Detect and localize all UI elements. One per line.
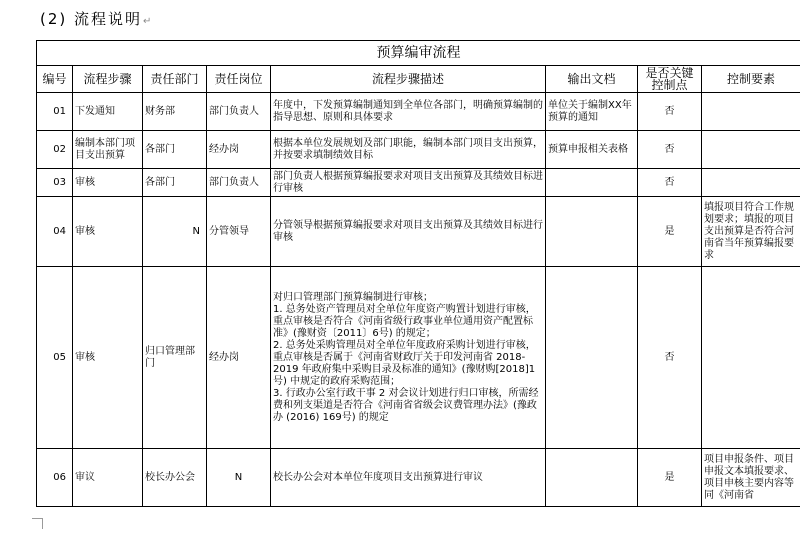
description-line: 根据本单位发展规划及部门职能，编制本部门项目支出预算，并按要求填制绩效目标 <box>273 137 543 161</box>
step-name: 审核 <box>73 169 143 197</box>
row-id: 06 <box>37 449 73 507</box>
output-document <box>546 449 638 507</box>
control-elements: 填报项目符合工作规划要求；填报的项目支出预算是否符合河南省当年预算编报要求 <box>702 197 800 267</box>
table-row <box>37 131 800 169</box>
responsible-post: 部门负责人 <box>207 169 271 197</box>
key-control-flag: 否 <box>638 93 702 131</box>
column-header: 责任部门 <box>143 66 207 93</box>
row-id: 03 <box>37 169 73 197</box>
description-line: 3. 行政办公室行政干事 2 对会议计划进行归口审核，所需经费和列支渠道是否符合《河南省省级会议费管理办法》(豫政办 (2016) 169号) 的规定 <box>273 387 539 423</box>
section-heading <box>40 8 153 29</box>
control-elements <box>702 169 800 197</box>
description-line: 年度中，下发预算编制通知到全单位各部门，明确预算编制的指导思想、原则和具体要求 <box>273 99 543 123</box>
responsible-post: N <box>207 449 271 507</box>
control-elements <box>702 131 800 169</box>
responsible-dept: 财务部 <box>143 93 207 131</box>
description-line: 校长办公会对本单位年度项目支出预算进行审议 <box>273 471 483 483</box>
key-control-flag: 是 <box>638 449 702 507</box>
key-control-flag: 否 <box>638 267 702 449</box>
column-header: 是否关键控制点 <box>638 66 702 93</box>
output-document: 单位关于编制XX年预算的通知 <box>546 93 638 131</box>
column-header: 控制要素 <box>702 66 800 93</box>
table-row <box>37 169 800 197</box>
output-document: 预算申报相关表格 <box>546 131 638 169</box>
description-line: 2. 总务处采购管理员对全单位年度政府采购计划进行审核，重点审核是否属于《河南省财政厅关于印发河南省 2018-2019 年政府集中采购目录及标准的通知》(豫财购[2018]1号) 中规定的政府采购范围； <box>273 339 536 387</box>
row-id: 02 <box>37 131 73 169</box>
responsible-post: 经办岗 <box>207 131 271 169</box>
table-row <box>37 197 800 267</box>
responsible-dept: 各部门 <box>143 169 207 197</box>
step-description <box>271 93 546 131</box>
responsible-post: 部门负责人 <box>207 93 271 131</box>
paragraph-mark: ↵ <box>143 16 154 27</box>
table-row <box>37 449 800 507</box>
responsible-dept: N <box>143 197 207 267</box>
description-line: 部门负责人根据预算编报要求对项目支出预算及其绩效目标进行审核 <box>273 170 543 194</box>
column-header: 责任岗位 <box>207 66 271 93</box>
control-elements <box>702 267 800 449</box>
responsible-post: 经办岗 <box>207 267 271 449</box>
control-elements <box>702 93 800 131</box>
step-description <box>271 197 546 267</box>
column-header: 输出文档 <box>546 66 638 93</box>
process-table <box>36 40 800 507</box>
control-elements: 项目申报条件、项目申报文本填报要求、项目申核主要内容等同《河南省 <box>702 449 800 507</box>
description-line: 分管领导根据预算编报要求对项目支出预算及其绩效目标进行审核 <box>273 219 543 243</box>
table-row <box>37 93 800 131</box>
key-control-flag: 否 <box>638 131 702 169</box>
responsible-dept: 各部门 <box>143 131 207 169</box>
table-title: 预算编审流程 <box>37 41 800 66</box>
row-id: 01 <box>37 93 73 131</box>
step-description <box>271 267 546 449</box>
step-description <box>271 449 546 507</box>
output-document <box>546 267 638 449</box>
output-document <box>546 169 638 197</box>
page-corner-mark <box>32 518 43 529</box>
row-id: 05 <box>37 267 73 449</box>
step-name: 审议 <box>73 449 143 507</box>
table-row <box>37 267 800 449</box>
column-header: 流程步骤描述 <box>271 66 546 93</box>
step-name: 审核 <box>73 267 143 449</box>
step-name: 编制本部门项目支出预算 <box>73 131 143 169</box>
description-line: 对归口管理部门预算编制进行审核； <box>273 291 433 303</box>
step-description <box>271 169 546 197</box>
responsible-dept: 校长办公会 <box>143 449 207 507</box>
key-control-flag: 否 <box>638 169 702 197</box>
responsible-dept: 归口管理部门 <box>143 267 207 449</box>
column-header: 编号 <box>37 66 73 93</box>
step-name: 审核 <box>73 197 143 267</box>
step-name: 下发通知 <box>73 93 143 131</box>
column-header: 流程步骤 <box>73 66 143 93</box>
key-control-flag: 是 <box>638 197 702 267</box>
description-line: 1. 总务处资产管理员对全单位年度资产购置计划进行审核，重点审核是否符合《河南省级行政事业单位通用资产配置标准》(豫财资〔2011〕6号) 的规定； <box>273 303 536 339</box>
section-heading-text: (2) 流程说明 <box>40 10 143 28</box>
row-id: 04 <box>37 197 73 267</box>
output-document <box>546 197 638 267</box>
responsible-post: 分管领导 <box>207 197 271 267</box>
step-description <box>271 131 546 169</box>
